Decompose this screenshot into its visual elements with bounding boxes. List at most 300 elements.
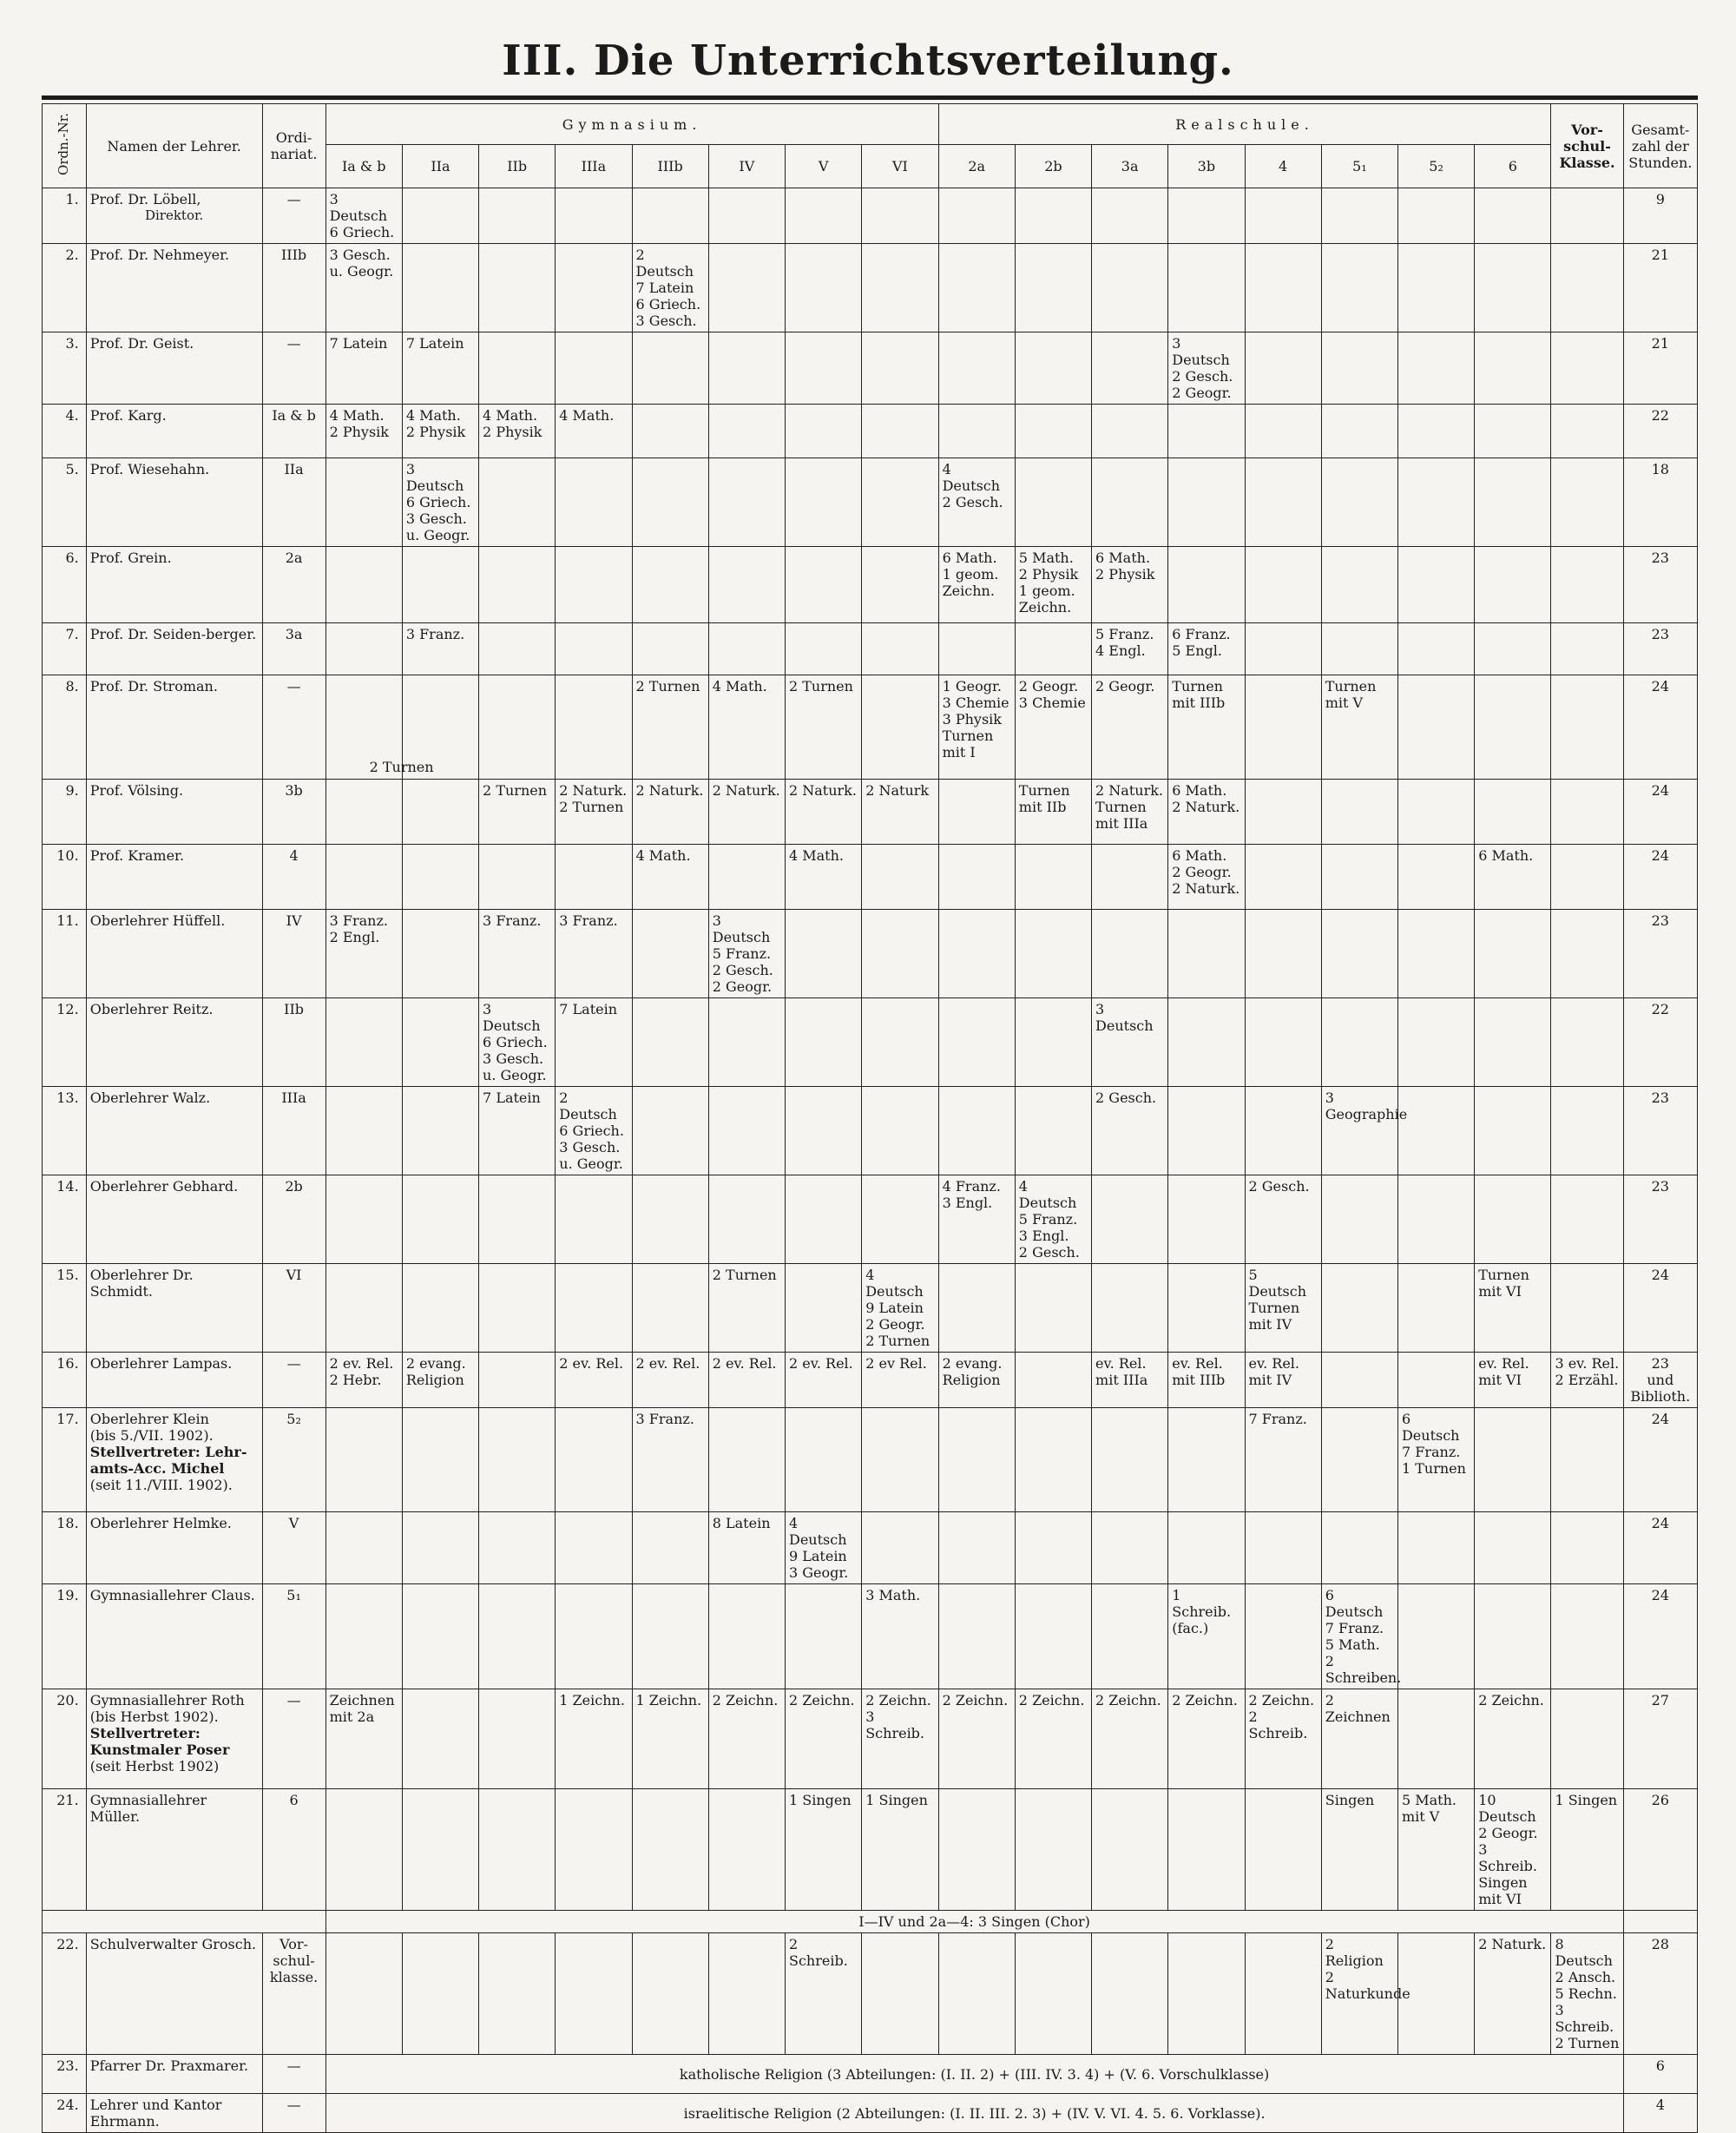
subject-cell	[708, 1584, 785, 1689]
subject-cell	[938, 910, 1015, 998]
subject-cell	[708, 845, 785, 910]
subject-cell	[1397, 1512, 1474, 1584]
subject-cell	[556, 244, 632, 332]
ordinariat: 3a	[262, 623, 326, 675]
subject-cell	[1397, 458, 1474, 547]
subject-cell: 2 ev. Rel.	[632, 1353, 708, 1408]
table-row	[43, 1933, 1698, 2055]
subject-cell	[785, 1175, 861, 1264]
subject-cell: 4 Franz. 3 Engl.	[938, 1175, 1015, 1264]
subject-cell	[556, 1175, 632, 1264]
subject-cell: 2 Naturk.	[708, 780, 785, 845]
subject-cell: 2 Naturk.	[632, 780, 708, 845]
subject-cell: 2 ev. Rel.	[556, 1353, 632, 1408]
subject-cell	[1015, 845, 1091, 910]
row-number: 14.	[43, 1175, 87, 1264]
subject-cell	[938, 332, 1015, 405]
teacher-name	[86, 332, 262, 405]
subject-cell	[1245, 1512, 1321, 1584]
subject-cell	[479, 188, 556, 244]
ordinariat: —	[262, 332, 326, 405]
subject-cell: 7 Franz.	[1245, 1408, 1321, 1512]
teacher-name-text: Schulverwalter Grosch.	[89, 1936, 257, 1952]
header-class: 5₁	[1321, 145, 1397, 188]
subject-cell: 6 Math.	[1475, 845, 1551, 910]
subject-cell	[862, 1175, 938, 1264]
subject-cell	[1397, 675, 1474, 780]
subject-cell: Turnen mit IIb	[1015, 780, 1091, 845]
ordinariat: IIb	[262, 998, 326, 1087]
header-class: Ia & b	[326, 145, 402, 188]
row-number: 7.	[43, 623, 87, 675]
table-row	[43, 1584, 1698, 1689]
subject-cell	[1168, 1512, 1245, 1584]
subject-cell	[1092, 405, 1168, 458]
ordinariat: —	[262, 188, 326, 244]
row-number: 17.	[43, 1408, 87, 1512]
header-class: 3b	[1168, 145, 1245, 188]
teacher-name	[86, 2055, 262, 2094]
subject-cell	[1551, 1408, 1623, 1512]
subject-cell	[785, 188, 861, 244]
subject-cell: 2 ev. Rel.	[708, 1353, 785, 1408]
subject-cell	[862, 1933, 938, 2055]
subject-cell: 1 Geogr. 3 Chemie 3 Physik Turnen mit I	[938, 675, 1015, 780]
subject-cell	[326, 1933, 402, 2055]
subject-cell	[479, 623, 556, 675]
subject-cell	[1245, 405, 1321, 458]
subject-cell	[938, 1584, 1015, 1689]
subject-cell	[1551, 675, 1623, 780]
ordinariat: IIIb	[262, 244, 326, 332]
subject-cell	[938, 998, 1015, 1087]
subject-cell: 1 Singen	[1551, 1789, 1623, 1911]
subject-cell	[1092, 1933, 1168, 2055]
subject-cell	[1092, 188, 1168, 244]
subject-cell	[1321, 910, 1397, 998]
subject-cell	[1245, 780, 1321, 845]
subject-cell: 2 Naturk.	[1475, 1933, 1551, 2055]
subject-cell: 3 Deutsch 6 Griech.	[326, 188, 402, 244]
subject-cell	[402, 1689, 478, 1789]
subject-cell	[785, 458, 861, 547]
row-number: 11.	[43, 910, 87, 998]
subject-cell	[479, 244, 556, 332]
subject-cell	[1475, 910, 1551, 998]
subject-cell	[1475, 547, 1551, 623]
row-number: 9.	[43, 780, 87, 845]
teacher-note: Stellvertreter: Lehr-amts-Acc. Michel	[89, 1444, 247, 1477]
header-class: 6	[1475, 145, 1551, 188]
row-number: 16.	[43, 1353, 87, 1408]
subject-cell	[1092, 332, 1168, 405]
ordinariat: 2a	[262, 547, 326, 623]
teacher-name-text: Prof. Dr. Seiden-berger.	[89, 626, 257, 642]
subject-cell	[1551, 405, 1623, 458]
subject-cell	[1551, 998, 1623, 1087]
subject-cell	[1321, 1175, 1397, 1264]
subject-cell	[1092, 1584, 1168, 1689]
teacher-name	[86, 2094, 262, 2133]
subject-cell	[1015, 188, 1091, 244]
subject-cell	[1092, 1175, 1168, 1264]
table-row	[43, 675, 1698, 780]
table-row	[43, 1353, 1698, 1408]
subject-cell	[402, 188, 478, 244]
ordinariat: —	[262, 1353, 326, 1408]
subject-cell: 2 Deutsch 6 Griech. 3 Gesch. u. Geogr.	[556, 1087, 632, 1175]
subject-cell: 6 Math. 2 Physik	[1092, 547, 1168, 623]
teacher-name	[86, 1264, 262, 1353]
subject-cell: 4 Deutsch 2 Gesch.	[938, 458, 1015, 547]
header-class: VI	[862, 145, 938, 188]
subject-cell	[938, 244, 1015, 332]
teacher-name-text: Gymnasiallehrer Roth	[89, 1692, 245, 1708]
table-row	[43, 1789, 1698, 1911]
subject-cell	[862, 845, 938, 910]
chor-row	[43, 1911, 1698, 1933]
subject-cell	[785, 1087, 861, 1175]
chor-note: I—IV und 2a—4: 3 Singen (Chor)	[326, 1911, 1623, 1933]
subject-cell: 4 Math. 2 Physik	[326, 405, 402, 458]
subject-cell	[402, 1175, 478, 1264]
subject-cell	[1475, 780, 1551, 845]
subject-cell	[556, 1264, 632, 1353]
row-number: 24.	[43, 2094, 87, 2133]
subject-cell	[862, 998, 938, 1087]
span-subject: katholische Religion (3 Abteilungen: (I. II. 2) + (III. IV. 3. 4) + (V. 6. Vorschulklasse)	[326, 2055, 1623, 2094]
subject-cell	[479, 1584, 556, 1689]
subject-cell: 2 Turnen	[632, 675, 708, 780]
subject-cell	[1397, 1175, 1474, 1264]
subject-cell	[1475, 332, 1551, 405]
subject-cell: 2 Zeichn.	[938, 1689, 1015, 1789]
subject-cell: 2 Deutsch 7 Latein 6 Griech. 3 Gesch.	[632, 244, 708, 332]
subject-cell	[862, 910, 938, 998]
subject-cell	[1475, 458, 1551, 547]
subject-cell	[402, 1264, 478, 1353]
subject-cell	[556, 1933, 632, 2055]
teacher-name-text: Prof. Dr. Nehmeyer.	[89, 247, 230, 263]
row-number: 18.	[43, 1512, 87, 1584]
subject-cell	[402, 1408, 478, 1512]
subject-cell: 2 Gesch.	[1245, 1175, 1321, 1264]
chor-spacer	[1623, 1911, 1697, 1933]
subject-cell	[326, 547, 402, 623]
subject-cell	[708, 188, 785, 244]
subject-cell: 2 ev. Rel.	[785, 1353, 861, 1408]
row-number: 20.	[43, 1689, 87, 1789]
subject-cell	[632, 1175, 708, 1264]
row-number: 8.	[43, 675, 87, 780]
header-class: IV	[708, 145, 785, 188]
teacher-name	[86, 405, 262, 458]
subject-cell	[1168, 1789, 1245, 1911]
subject-cell	[1397, 1689, 1474, 1789]
subject-cell: 4 Deutsch 9 Latein 2 Geogr. 2 Turnen	[862, 1264, 938, 1353]
subject-cell	[862, 244, 938, 332]
subject-cell	[1397, 547, 1474, 623]
total-hours: 24	[1623, 1584, 1697, 1689]
subject-cell	[1092, 910, 1168, 998]
subject-cell	[1321, 405, 1397, 458]
teacher-name	[86, 910, 262, 998]
subject-cell: 2 Zeichn.	[1092, 1689, 1168, 1789]
subject-cell	[785, 244, 861, 332]
subject-cell: 3 Franz.	[556, 910, 632, 998]
subject-cell	[862, 458, 938, 547]
header-class: 5₂	[1397, 145, 1474, 188]
table-row	[43, 332, 1698, 405]
subject-cell	[708, 405, 785, 458]
subject-cell: 2 Zeichn. 3 Schreib.	[862, 1689, 938, 1789]
subject-cell	[862, 405, 938, 458]
subject-cell: 2 ev Rel.	[862, 1353, 938, 1408]
subject-cell: 3 Deutsch	[1092, 998, 1168, 1087]
teacher-note: (bis 5./VII. 1902).	[89, 1427, 214, 1444]
row-number: 1.	[43, 188, 87, 244]
subject-cell	[1321, 1408, 1397, 1512]
header-class: IIIa	[556, 145, 632, 188]
subject-cell	[1245, 1087, 1321, 1175]
subject-cell	[479, 458, 556, 547]
subject-cell	[1168, 405, 1245, 458]
table-row	[43, 1175, 1698, 1264]
subject-cell	[1245, 910, 1321, 998]
teacher-name-text: Prof. Dr. Stroman.	[89, 678, 218, 695]
total-hours: 24	[1623, 675, 1697, 780]
header-vorschul: Vor-schul-Klasse.	[1551, 104, 1623, 188]
row-number: 4.	[43, 405, 87, 458]
subject-cell	[1245, 1584, 1321, 1689]
row-number: 22.	[43, 1933, 87, 2055]
teacher-name-text: Oberlehrer Gebhard.	[89, 1178, 239, 1195]
subject-cell: Zeichnen mit 2a	[326, 1689, 402, 1789]
subject-cell	[479, 845, 556, 910]
subject-cell: 3 ev. Rel. 2 Erzähl.	[1551, 1353, 1623, 1408]
subject-cell: 2 Geogr.	[1092, 675, 1168, 780]
subject-cell	[1245, 244, 1321, 332]
subject-cell	[1321, 1353, 1397, 1408]
total-hours: 4	[1623, 2094, 1697, 2133]
row-number: 21.	[43, 1789, 87, 1911]
subject-cell: 2 Zeichn.	[1168, 1689, 1245, 1789]
subject-cell	[1015, 998, 1091, 1087]
teacher-name-text: Oberlehrer Dr. Schmidt.	[89, 1267, 194, 1300]
ordinariat: 4	[262, 845, 326, 910]
subject-cell	[1168, 547, 1245, 623]
subject-cell	[632, 188, 708, 244]
subject-cell	[632, 1512, 708, 1584]
subject-cell	[479, 1353, 556, 1408]
ordinariat: IIIa	[262, 1087, 326, 1175]
subject-cell: 8 Latein	[708, 1512, 785, 1584]
subject-cell: 3 Math.	[862, 1584, 938, 1689]
subject-cell	[1015, 1933, 1091, 2055]
table-row	[43, 2055, 1698, 2094]
subject-cell: 4 Deutsch 9 Latein 3 Geogr.	[785, 1512, 861, 1584]
subject-cell	[479, 1264, 556, 1353]
subject-cell	[862, 332, 938, 405]
row-number: 23.	[43, 2055, 87, 2094]
teacher-note: (seit Herbst 1902)	[89, 1758, 220, 1774]
subject-cell: 5 Franz. 4 Engl.	[1092, 623, 1168, 675]
teacher-name	[86, 1408, 262, 1512]
teacher-name-text: Prof. Dr. Geist.	[89, 335, 194, 352]
subject-cell	[1168, 458, 1245, 547]
subject-cell	[556, 332, 632, 405]
subject-cell	[402, 845, 478, 910]
subject-cell	[708, 1408, 785, 1512]
subject-cell	[556, 1584, 632, 1689]
subject-cell	[1015, 1584, 1091, 1689]
subject-cell: 2 Turnen	[479, 780, 556, 845]
subject-cell	[1015, 910, 1091, 998]
subject-cell	[556, 188, 632, 244]
subject-cell	[862, 1512, 938, 1584]
subject-cell: Singen	[1321, 1789, 1397, 1911]
subject-cell	[479, 332, 556, 405]
teacher-name-text: Prof. Völsing.	[89, 782, 184, 799]
subject-cell	[938, 1087, 1015, 1175]
subject-cell: 3 Franz. 2 Engl.	[326, 910, 402, 998]
subject-cell	[1168, 1264, 1245, 1353]
subject-cell	[862, 547, 938, 623]
subject-cell: 3 Franz.	[479, 910, 556, 998]
subject-cell	[1551, 1175, 1623, 1264]
ordinariat: Vor-schul-klasse.	[262, 1933, 326, 2055]
subject-cell: 4 Math.	[785, 845, 861, 910]
subject-cell: 6 Deutsch 7 Franz. 5 Math. 2 Schreiben.	[1321, 1584, 1397, 1689]
subject-cell	[708, 1087, 785, 1175]
subject-cell: 1 Singen	[785, 1789, 861, 1911]
subject-cell: Turnen mit IIIb	[1168, 675, 1245, 780]
table-row	[43, 910, 1698, 998]
subject-cell	[708, 547, 785, 623]
subject-cell	[1475, 244, 1551, 332]
subject-cell	[1475, 998, 1551, 1087]
subject-cell	[1245, 188, 1321, 244]
subject-cell: 2 Zeichn.	[1015, 1689, 1091, 1789]
subject-cell: 3 Franz.	[402, 623, 478, 675]
subject-cell: 2 Religion 2 Naturkunde	[1321, 1933, 1397, 2055]
subject-cell: 4 Math.	[556, 405, 632, 458]
subject-cell	[1397, 910, 1474, 998]
subject-cell	[862, 1087, 938, 1175]
subject-cell	[938, 1933, 1015, 2055]
subject-cell	[1015, 332, 1091, 405]
teacher-name-text: Prof. Dr. Löbell,	[89, 191, 201, 207]
total-hours: 21	[1623, 244, 1697, 332]
ordinariat: —	[262, 1689, 326, 1789]
subject-cell: 2 Geogr. 3 Chemie	[1015, 675, 1091, 780]
subject-cell	[1168, 1175, 1245, 1264]
table-row	[43, 2094, 1698, 2133]
teacher-name-text: Oberlehrer Walz.	[89, 1090, 211, 1106]
page-title: III. Die Unterrichtsverteilung.	[502, 36, 1234, 85]
teacher-name	[86, 845, 262, 910]
teacher-name	[86, 244, 262, 332]
subject-cell: 2 evang. Religion	[402, 1353, 478, 1408]
subject-cell: 2 Naturk.	[785, 780, 861, 845]
subject-cell: 6 Math. 2 Geogr. 2 Naturk.	[1168, 845, 1245, 910]
subject-cell	[1015, 1264, 1091, 1353]
ordinariat: 2b	[262, 1175, 326, 1264]
subject-cell	[1321, 458, 1397, 547]
subject-cell: 6 Math. 2 Naturk.	[1168, 780, 1245, 845]
subject-cell	[1321, 623, 1397, 675]
row-number: 3.	[43, 332, 87, 405]
subject-cell: 1 Zeichn.	[632, 1689, 708, 1789]
subject-cell: 4 Math.	[632, 845, 708, 910]
table-row	[43, 623, 1698, 675]
total-hours: 24	[1623, 1264, 1697, 1353]
subject-cell	[402, 1512, 478, 1584]
subject-cell	[938, 1512, 1015, 1584]
teacher-note: (seit 11./VIII. 1902).	[89, 1477, 233, 1493]
subject-cell	[402, 1789, 478, 1911]
subject-cell	[632, 1933, 708, 2055]
subject-cell: 2 Zeichn. 2 Schreib.	[1245, 1689, 1321, 1789]
header-gesamt: Gesamt-zahl der Stunden.	[1623, 104, 1697, 188]
subject-cell: 3 Deutsch 5 Franz. 2 Gesch. 2 Geogr.	[708, 910, 785, 998]
subject-cell	[1015, 405, 1091, 458]
subject-cell	[632, 1584, 708, 1689]
total-hours: 9	[1623, 188, 1697, 244]
ordinariat: 5₂	[262, 1408, 326, 1512]
subject-cell	[402, 1087, 478, 1175]
subject-cell	[1551, 458, 1623, 547]
subject-cell	[785, 623, 861, 675]
subject-cell	[556, 845, 632, 910]
subject-cell	[938, 845, 1015, 910]
subject-cell	[1551, 623, 1623, 675]
subject-cell	[556, 1512, 632, 1584]
total-hours: 24	[1623, 1408, 1697, 1512]
teacher-name	[86, 998, 262, 1087]
subject-cell: 10 Deutsch 2 Geogr. 3 Schreib. Singen mit VI	[1475, 1789, 1551, 1911]
subject-cell	[785, 998, 861, 1087]
header-realschule: Realschule.	[938, 104, 1551, 145]
subject-cell: 8 Deutsch 2 Ansch. 5 Rechn. 3 Schreib. 2 Turnen	[1551, 1933, 1623, 2055]
subject-cell: 2 Schreib.	[785, 1933, 861, 2055]
subject-cell	[785, 405, 861, 458]
subject-cell	[479, 675, 556, 780]
subject-cell	[632, 623, 708, 675]
total-hours: 24	[1623, 845, 1697, 910]
subject-cell	[632, 998, 708, 1087]
table-row	[43, 998, 1698, 1087]
subject-cell	[632, 1087, 708, 1175]
subject-cell	[556, 547, 632, 623]
subject-cell	[326, 1512, 402, 1584]
subject-cell	[1475, 405, 1551, 458]
subject-cell	[1092, 1264, 1168, 1353]
subject-cell: ev. Rel. mit IIIa	[1092, 1353, 1168, 1408]
subject-cell	[326, 998, 402, 1087]
row-number: 19.	[43, 1584, 87, 1689]
subject-cell: 5 Deutsch Turnen mit IV	[1245, 1264, 1321, 1353]
teacher-name-text: Oberlehrer Reitz.	[89, 1001, 214, 1017]
subject-cell: 2 Zeichnen	[1321, 1689, 1397, 1789]
span-subject: israelitische Religion (2 Abteilungen: (I. II. III. 2. 3) + (IV. V. VI. 4. 5. 6. Vorklasse).	[326, 2094, 1623, 2133]
ordinariat: —	[262, 675, 326, 780]
subject-cell	[785, 910, 861, 998]
subject-cell: 2 Naturk	[862, 780, 938, 845]
subject-cell	[326, 675, 434, 780]
subject-cell	[1551, 1087, 1623, 1175]
subject-cell	[1321, 998, 1397, 1087]
